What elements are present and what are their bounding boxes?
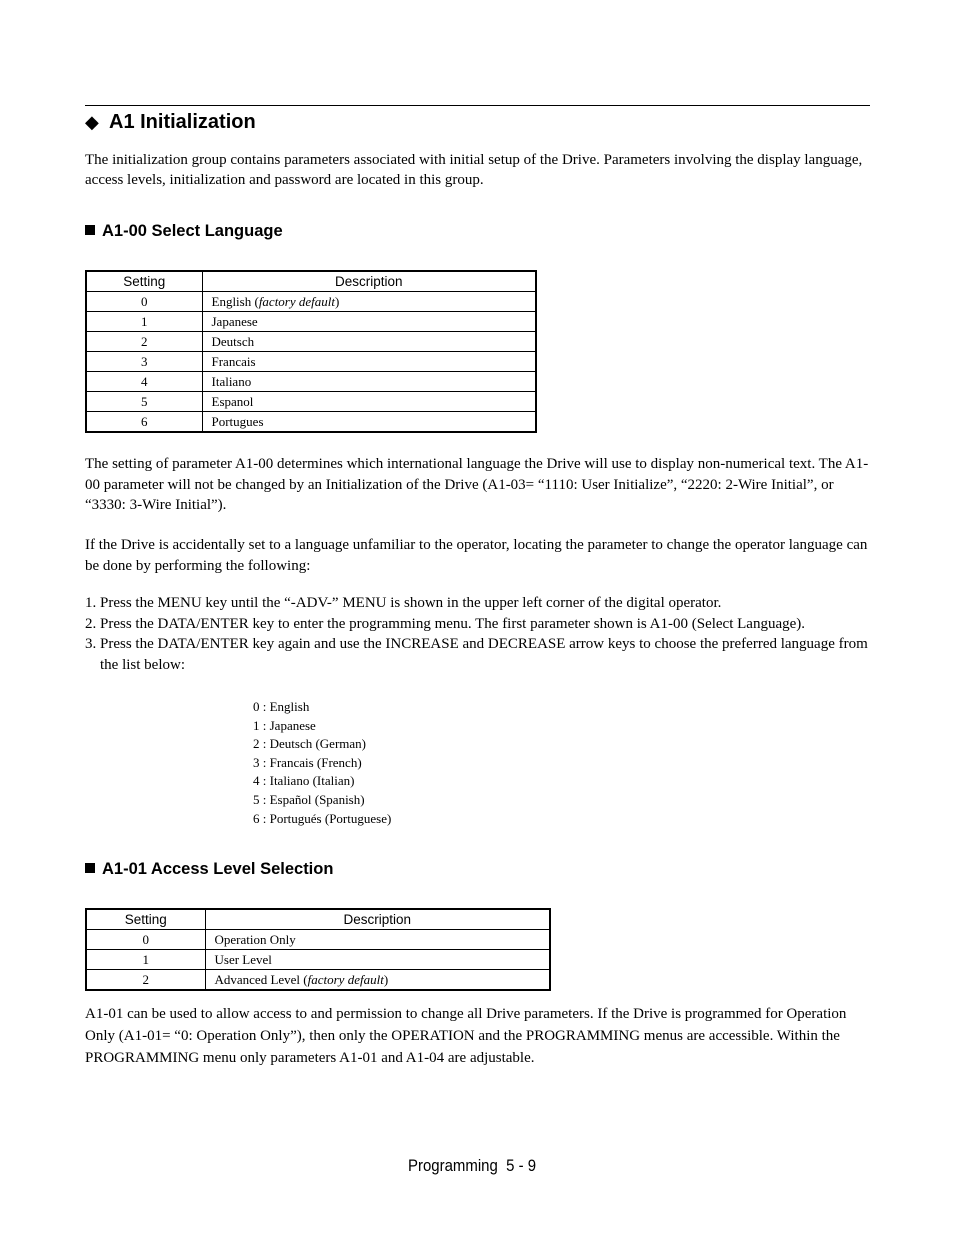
list-item: 4 : Italiano (Italian) [253,773,355,789]
list-item: 3 : Francais (French) [253,754,362,770]
table-row [86,930,550,950]
setting-cell: 2 [86,332,202,352]
description-cell: Operation Only [205,930,550,950]
description-cell: Espanol [202,392,536,412]
table-row [86,332,536,352]
square-bullet-icon [85,863,95,873]
table-header-row [86,271,536,292]
a1-01-table [85,908,551,991]
list-item: 2. Press the DATA/ENTER key to enter the programming menu. The first parameter shown is A1-00 (Select Language). [85,615,806,632]
language-options-list [253,698,391,828]
a1-00-table [85,270,537,433]
a1-00-description: The setting of parameter A1-00 determines which international language the Drive will use to display non-numerical text. The A1-00 parameter will not be changed by an Initialization of the Drive (A1-03= “1110: User Initialize”, “2220: 2-Wire Initial”, or “3330: 3-Wire Initial”). [85,456,869,513]
description-cell: Francais [202,352,536,372]
description-cell: User Level [205,950,550,970]
setting-cell: 4 [86,372,202,392]
list-item: 2 : Deutsch (German) [253,736,366,752]
list-item: 1. Press the MENU key until the “-ADV-” MENU is shown in the upper left corner of the digital operator. [85,595,722,611]
language-steps-list [85,593,870,675]
section-title [85,109,256,135]
a1-00-help-intro: If the Drive is accidentally set to a language unfamiliar to the operator, locating the parameter to change the operator language can be done by performing the following: [85,537,868,574]
description-text: Advanced Level ( [214,971,308,987]
description-suffix: ) [383,971,389,987]
description-cell [202,292,536,312]
table-row [86,950,550,970]
column-header-description: Description [205,909,550,930]
setting-cell: 6 [86,412,202,433]
description-cell: Japanese [202,312,536,332]
table-row [86,970,550,991]
table-row [86,312,536,332]
setting-cell: 3 [86,352,202,372]
setting-cell: 0 [86,292,202,312]
list-item: 1 : Japanese [253,717,316,733]
factory-default-note: factory default [258,293,335,309]
a1-00-heading [85,220,283,242]
description-cell: Portugues [202,412,536,433]
page-footer [408,1155,536,1177]
list-item: 5 : Español (Spanish) [253,791,365,807]
description-text: English ( [211,293,259,309]
a1-01-heading-text: A1-01 Access Level Selection [102,860,334,878]
table-row [86,352,536,372]
a1-00-heading-text: A1-00 Select Language [102,222,283,240]
list-item: 6 : Portugués (Portuguese) [253,810,392,826]
section-title-text: A1 Initialization [109,111,256,133]
table-header-row [86,909,550,930]
diamond-bullet-icon: ◆ [85,112,99,132]
description-cell: Deutsch [202,332,536,352]
table-row [86,412,536,433]
factory-default-note: factory default [307,971,384,987]
setting-cell: 0 [86,930,205,950]
setting-cell: 1 [86,950,205,970]
footer-chapter: Programming [408,1156,498,1175]
list-item: 3. Press the DATA/ENTER key again and use the INCREASE and DECREASE arrow keys to choose the preferred language from the list below: [85,636,868,673]
section-intro: The initialization group contains parameters associated with initial setup of the Drive. Parameters involving the display language, access levels, initialization and password are located in this group. [85,152,863,188]
page-number: 5 - 9 [506,1156,537,1175]
table-row [86,392,536,412]
column-header-description: Description [202,271,536,292]
column-header-setting: Setting [86,271,202,292]
description-cell [205,970,550,991]
description-suffix: ) [335,293,340,309]
section-top-rule [85,105,870,106]
a1-01-heading [85,858,333,880]
setting-cell: 1 [86,312,202,332]
list-item: 0 : English [253,699,310,714]
table-row [86,372,536,392]
description-cell: Italiano [202,372,536,392]
a1-01-description: A1-01 can be used to allow access to and permission to change all Drive parameters. If the Drive is programmed for Operation Only (A1-01= “0: Operation Only”), then only the OPERATION and the PROGRAMMING menus are accessible. Within the PROGRAMMING menu only parameters A1-01 and A1-04 are adjustable. [85,1006,847,1066]
square-bullet-icon [85,225,95,235]
column-header-setting: Setting [86,909,205,930]
setting-cell: 2 [86,970,205,991]
setting-cell: 5 [86,392,202,412]
table-row [86,292,536,312]
